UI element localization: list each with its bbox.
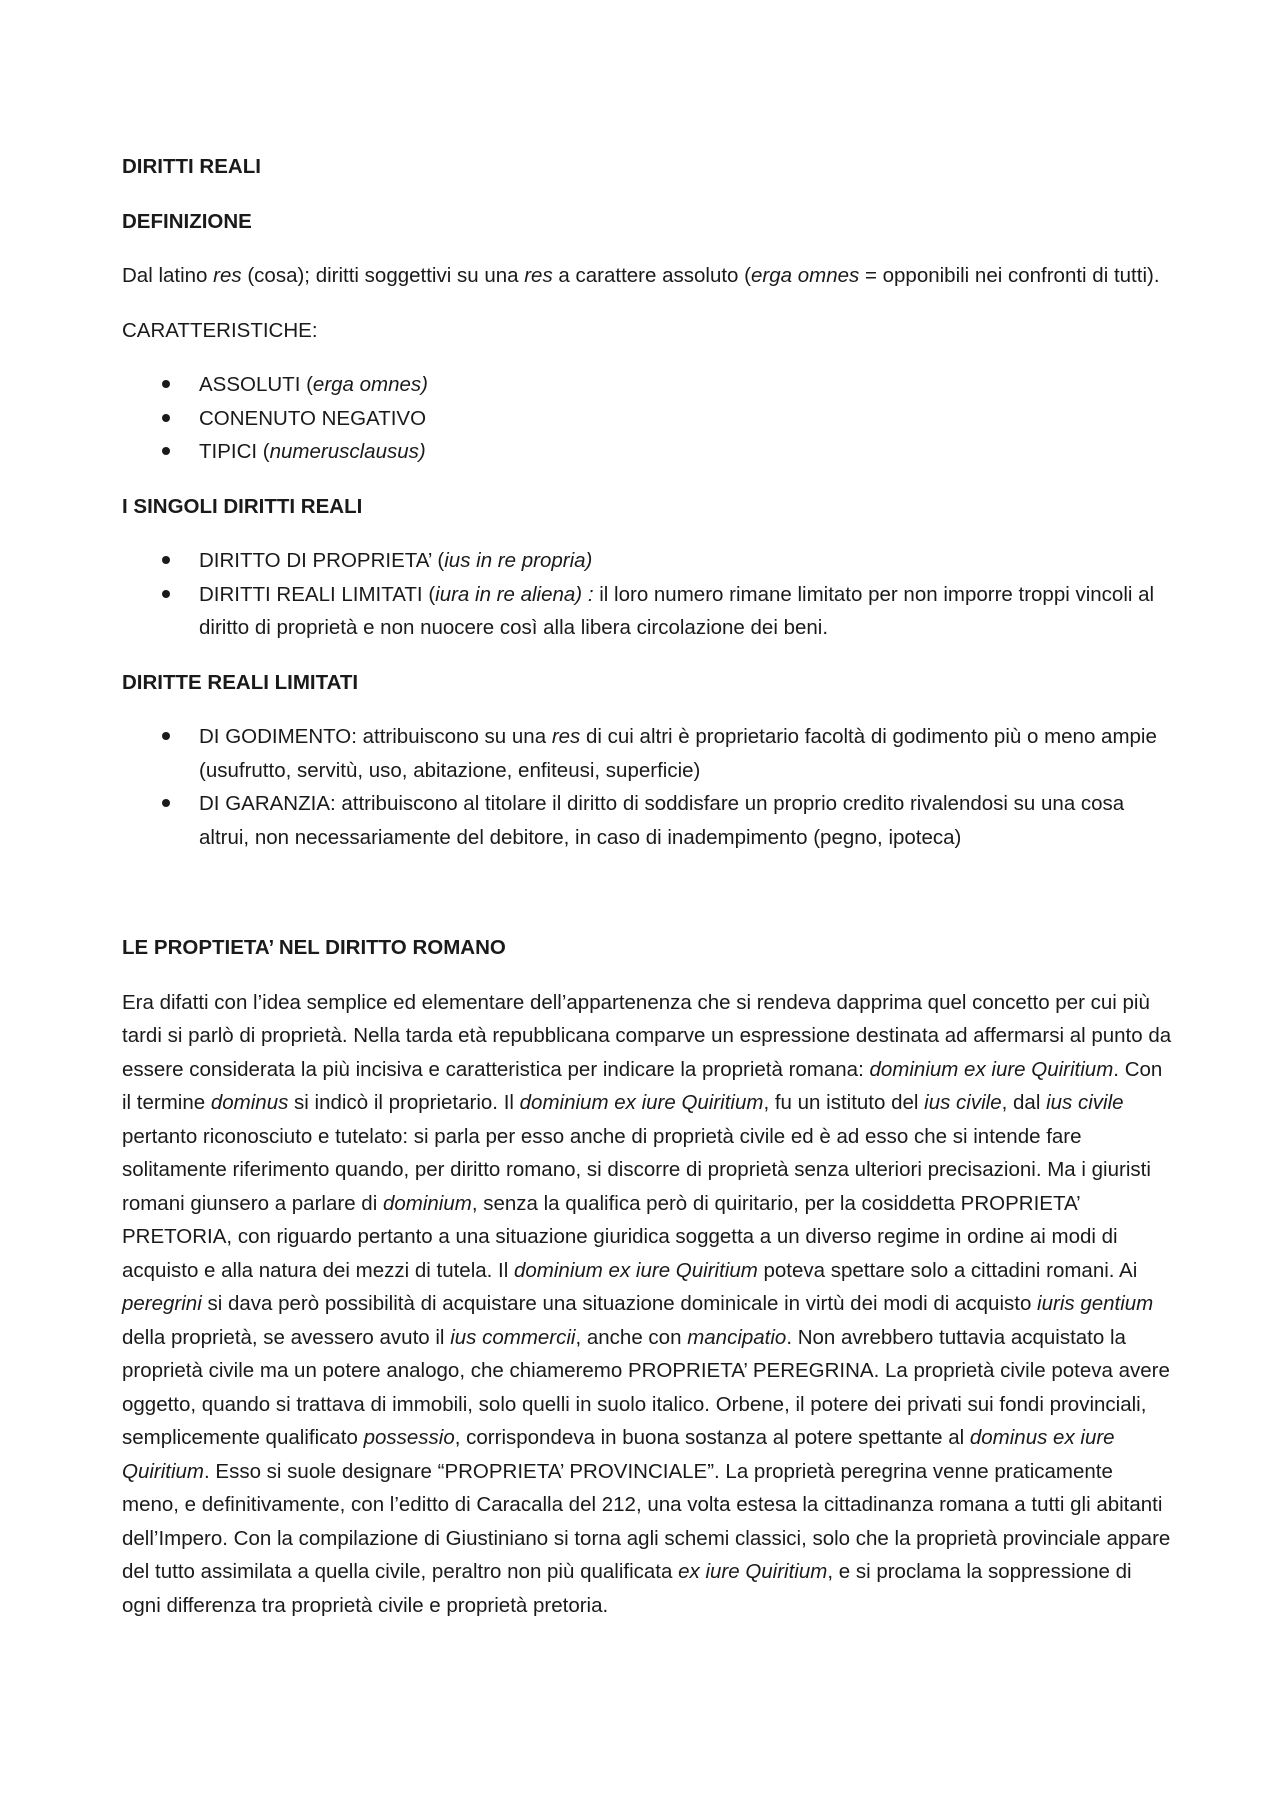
paragraph-text: , anche con: [575, 1325, 688, 1349]
list-item-latin: numerusclausus): [269, 440, 426, 463]
list-item-text: DI GARANZIA: attribuiscono al titolare il diritto di soddisfare un proprio credito rivalendosi su una cosa altrui, non necessariamente del debitore, in caso di inadempimento (pegno, ipoteca): [199, 792, 1125, 849]
latin-term: ex iure Quiritium: [678, 1560, 828, 1583]
definition-text: Dal latino: [122, 264, 214, 287]
bullet-icon: [162, 447, 170, 455]
paragraph-text: , e si proclama la soppressione di ogni differenza tra proprietà civile e proprietà pretoria.: [122, 1560, 1132, 1617]
singoli-heading: I SINGOLI DIRITTI REALI: [122, 494, 363, 518]
paragraph-text: . Con il termine: [122, 1057, 1163, 1114]
list-item-text: ASSOLUTI (: [199, 373, 313, 396]
bullet-icon: [162, 590, 170, 598]
list-item: [122, 787, 1172, 854]
roman-heading: LE PROPTIETA’ NEL DIRITTO ROMANO: [122, 936, 506, 959]
paragraph-text: si indicò il proprietario. Il: [288, 1091, 520, 1114]
list-item: [122, 402, 1172, 436]
list-item: [122, 368, 1172, 402]
latin-term: ius commercii: [450, 1325, 576, 1349]
singoli-list: [122, 544, 1172, 645]
list-item-latin: iura in re aliena) :: [435, 582, 594, 606]
paragraph-text: della proprietà, se avessero avuto il: [122, 1325, 451, 1349]
list-item-text: DIRITTO DI PROPRIETA’ (: [199, 549, 445, 572]
definition-text: (cosa); diritti soggettivi su una: [241, 264, 525, 287]
list-item-text: TIPICI (: [199, 440, 270, 463]
latin-term: dominium ex iure Quiritium: [514, 1258, 758, 1282]
limitati-heading: DIRITTE REALI LIMITATI: [122, 670, 359, 694]
definition-latin-term: res: [213, 264, 242, 287]
definition-text: = opponibili nei confronti di tutti).: [859, 264, 1160, 287]
definition-text: a carattere assoluto (: [552, 264, 751, 287]
list-item: [122, 720, 1172, 787]
document-title: DIRITTI REALI: [122, 155, 261, 178]
list-item-latin: erga omnes): [312, 373, 429, 396]
document-page: [122, 150, 1172, 1622]
latin-term: dominium ex iure Quiritium: [869, 1057, 1114, 1081]
definition-latin-term: res: [524, 264, 553, 287]
list-item: [122, 544, 1172, 578]
list-item-text: il loro numero rimane limitato per non imporre troppi vincoli al diritto di proprietà e non nuocere così alla libera circolazione dei beni.: [199, 582, 1155, 639]
bullet-icon: [162, 380, 170, 388]
limitati-list: [122, 720, 1172, 854]
list-item: [122, 578, 1172, 645]
bullet-icon: [162, 799, 170, 807]
latin-term: dominium ex iure Quiritium: [519, 1091, 764, 1114]
bullet-icon: [162, 414, 170, 422]
latin-term: iuris gentium: [1037, 1292, 1154, 1315]
list-item-text: DIRITTI REALI LIMITATI (: [199, 582, 436, 606]
characteristics-heading: CARATTERISTICHE:: [122, 318, 318, 342]
latin-term: ius civile: [924, 1091, 1002, 1114]
list-item-text: DI GODIMENTO: attribuiscono su una: [199, 725, 552, 748]
list-item-latin: ius in re propria): [444, 549, 593, 572]
bullet-icon: [162, 732, 170, 740]
paragraph-text: , dal: [1001, 1091, 1047, 1114]
definition-heading: DEFINIZIONE: [122, 209, 252, 233]
paragraph-text: si dava però possibilità di acquistare una situazione dominicale in virtù dei modi di acquisto: [201, 1292, 1038, 1315]
paragraph-text: poteva spettare solo a cittadini romani. Ai: [757, 1258, 1138, 1282]
paragraph-text: , fu un istituto del: [763, 1091, 925, 1114]
latin-term: ius civile: [1046, 1091, 1124, 1114]
bullet-icon: [162, 556, 170, 564]
paragraph-text: . Non avrebbero tuttavia acquistato la proprietà civile ma un potere analogo, che chiameremo PROPRIETA’ PEREGRINA. La proprietà civile poteva avere oggetto, quando si trattava di immobili, solo quelli in suolo italico. Orbene, il potere dei privati sui fondi provinciali, semplicemente qualificato: [122, 1325, 1170, 1449]
section-spacer: [122, 875, 1172, 931]
paragraph-text: , senza la qualifica però di quiritario, per la cosiddetta PROPRIETA’ PRETORIA, con riguardo pertanto a una situazione giuridica soggetta a un diverso regime in ordine ai modi di acquisto e alla natura dei mezzi di tutela. Il: [122, 1191, 1118, 1282]
paragraph-text: Era difatti con l’idea semplice ed elementare dell’appartenenza che si rendeva dapprima quel concetto per cui più tardi si parlò di proprietà. Nella tarda età repubblicana comparve un espressione destinata ad affermarsi al punto da essere considerata la più incisiva e caratteristica per indicare la proprietà romana:: [122, 990, 1172, 1081]
paragraph-text: , corrispondeva in buona sostanza al potere spettante al: [454, 1426, 970, 1449]
latin-term: possessio: [363, 1426, 455, 1449]
paragraph-text: . Esso si suole designare “PROPRIETA’ PROVINCIALE”. La proprietà peregrina venne praticamente meno, e definitivamente, con l’editto di Caracalla del 212, una volta estesa la cittadinanza romana a tutti gli abitanti dell’Impero. Con la compilazione di Giustiniano si torna agli schemi classici, solo che la proprietà provinciale appare del tutto assimilata a quella civile, peraltro non più qualificata: [122, 1459, 1171, 1583]
latin-term: peregrini: [122, 1292, 202, 1315]
latin-term: dominium: [382, 1191, 472, 1215]
latin-term: dominus: [210, 1091, 289, 1114]
definition-latin-term: erga omnes: [750, 264, 860, 287]
paragraph-text: pertanto riconosciuto e tutelato: si parla per esso anche di proprietà civile ed è ad esso che si intende fare solitamente riferimento quando, per diritto romano, si discorre di proprietà senza ulteriori precisazioni. Ma i giuristi romani giunsero a parlare di: [122, 1124, 1151, 1215]
list-item-text: di cui altri è proprietario facoltà di godimento più o meno ampie (usufrutto, servitù, uso, abitazione, enfiteusi, superficie): [199, 725, 1157, 782]
list-item: [122, 435, 1172, 469]
list-item-latin: res: [551, 725, 581, 748]
characteristics-list: [122, 368, 1172, 469]
latin-term: dominus ex iure Quiritium: [122, 1426, 1115, 1483]
roman-paragraph: [122, 986, 1172, 1623]
list-item-text: CONENUTO NEGATIVO: [199, 406, 427, 430]
latin-term: mancipatio: [687, 1325, 787, 1349]
definition-paragraph: [122, 259, 1172, 293]
